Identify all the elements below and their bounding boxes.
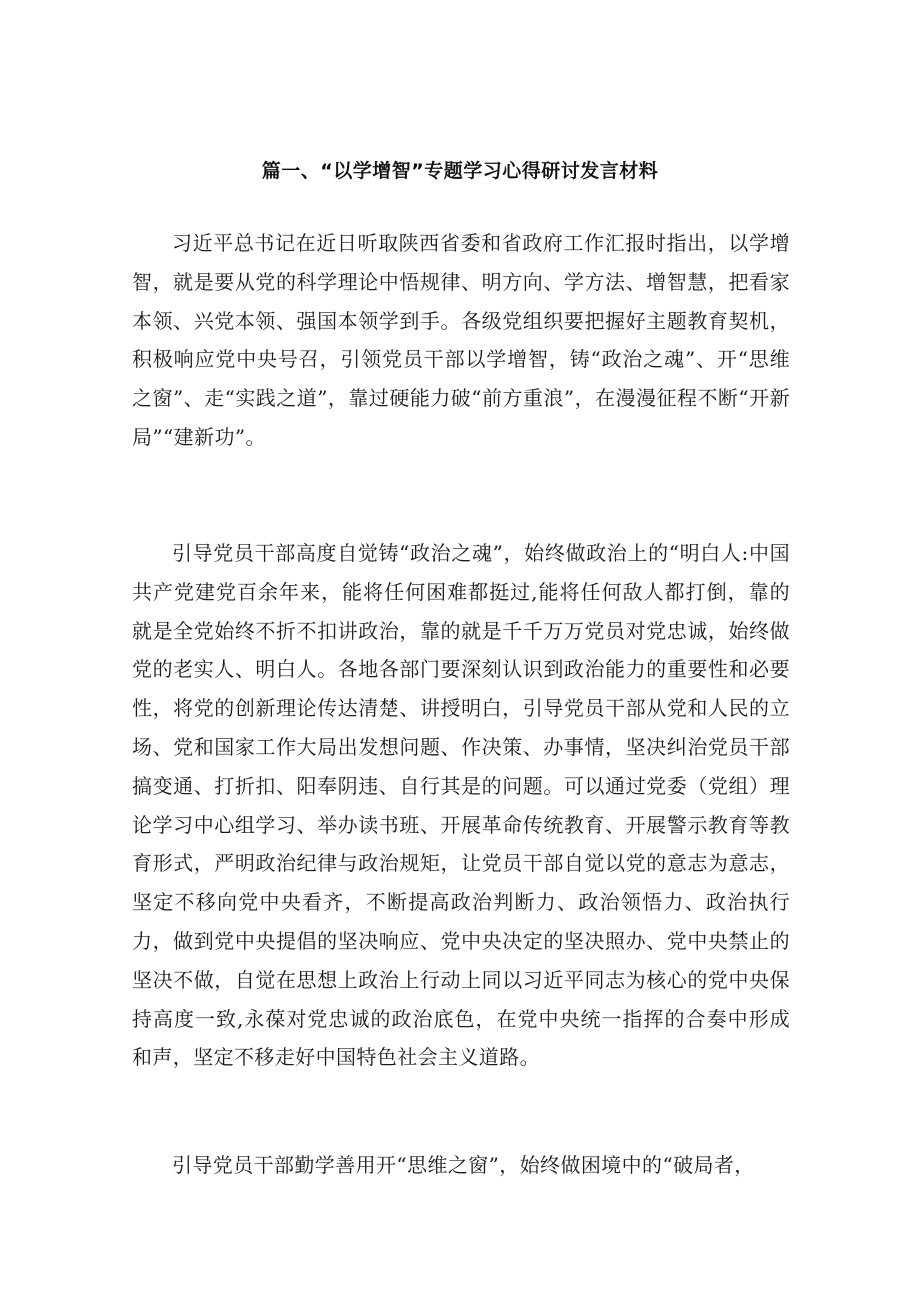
paragraph-intro: 习近平总书记在近日听取陕西省委和省政府工作汇报时指出，以学增智，就是要从党的科学理论中悟规律、明方向、学方法、增智慧，把看家本领、兴党本领、强国本领学到手。各级党组织要把握好主题教育契机，积极响应党中央号召，引领党员干部以学增智，铸“政治之魂”、开“思维之窗”、走“实践之道”，靠过硬能力破“前方重浪”，在漫漫征程不断“开新局”“建新功”。 xyxy=(132,231,790,449)
paragraph-thinking-window: 引导党员干部勤学善用开“思维之窗”，始终做困境中的“破局者， xyxy=(172,1153,755,1177)
page-title: 篇一、“以学增智”专题学习心得研讨发言材料 xyxy=(261,160,659,182)
paragraph-political-soul: 引导党员干部高度自觉铸“政治之魂”，始终做政治上的“明白人:中国共产党建党百余年来，能将任何困难都挺过,能将任何敌人都打倒，靠的就是全党始终不折不扣讲政治，靠的就是千千万万党员对党忠诚，始终做党的老实人、明白人。各地各部门要深刻认识到政治能力的重要性和必要性，将党的创新理论传达清楚、讲授明白，引导党员干部从党和人民的立场、党和国家工作大局出发想问题、作决策、办事情，坚决纠治党员干部搞变通、打折扣、阳奉阴违、自行其是的问题。可以通过党委（党组）理论学习中心组学习、举办读书班、开展革命传统教育、开展警示教育等教育形式，严明政治纪律与政治规矩，让党员干部自觉以党的意志为意志，坚定不移向党中央看齐，不断提高政治判断力、政治领悟力、政治执行力，做到党中央提倡的坚决响应、党中央决定的坚决照办、党中央禁止的坚决不做，自觉在思想上政治上行动上同以习近平同志为核心的党中央保持高度一致,永葆对党忠诚的政治底色，在党中央统一指挥的合奏中形成和声，坚定不移走好中国特色社会主义道路。 xyxy=(132,541,790,1070)
